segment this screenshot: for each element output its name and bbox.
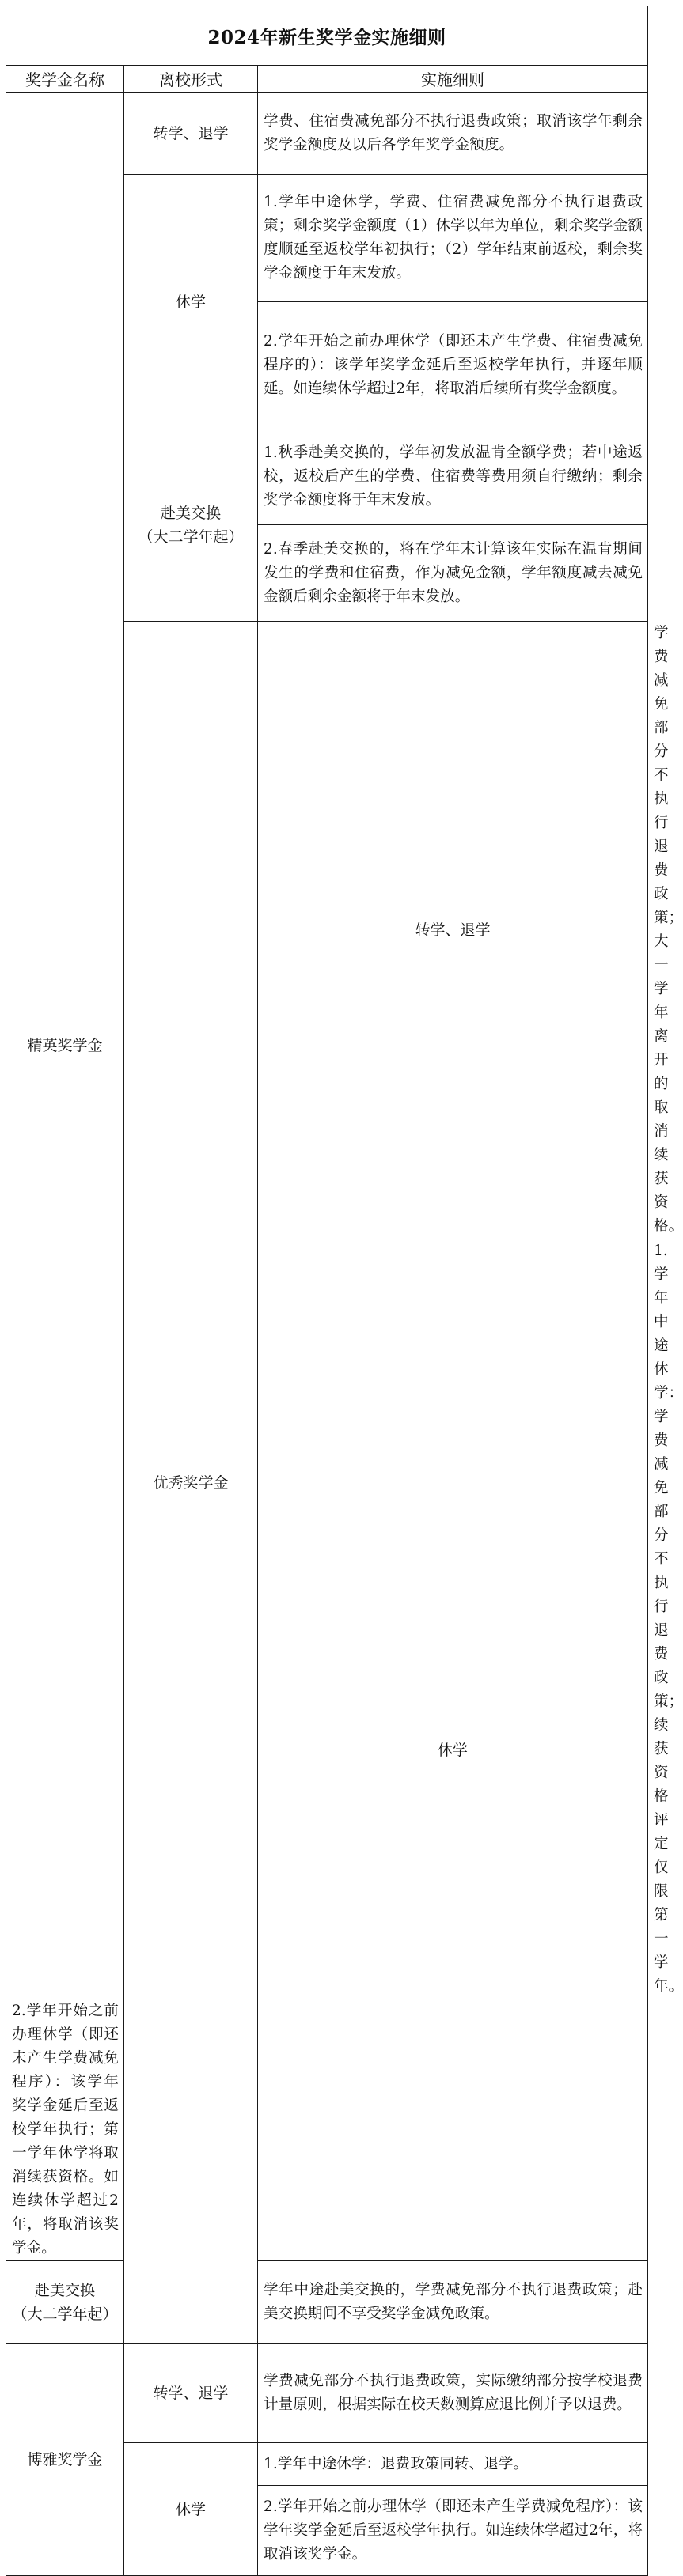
scholarship-name: 精英奖学金 <box>6 93 124 1999</box>
rule-detail: 2.学年开始之前办理休学（即还未产生学费减免程序）：该学年奖学金延后至返校学年执行；第一学年休学将取消续获资格。如连续休学超过2年，将取消该奖学金。 <box>6 1999 124 2261</box>
rule-detail: 1.学年中途休学，学费、住宿费减免部分不执行退费政策；剩余奖学金额度（1）休学以年为单位，剩余奖学金额度顺延至返校学年初执行；（2）学年结束前返校，剩余奖学金额度于年末发放。 <box>258 175 648 302</box>
leave-form-note: （大二学年起） <box>138 528 244 546</box>
leave-form: 休学 <box>124 2443 258 2576</box>
leave-form: 休学 <box>258 1239 648 2261</box>
rule-detail: 学年中途赴美交换的，学费减免部分不执行退费政策；赴美交换期间不享受奖学金减免政策。 <box>258 2261 648 2344</box>
rule-detail: 学费、住宿费减免部分不执行退费政策；取消该学年剩余奖学金额度及以后各学年奖学金额度。 <box>258 93 648 175</box>
scholarship-name: 优秀奖学金 <box>124 622 258 2344</box>
header-scholarship-name: 奖学金名称 <box>6 66 124 93</box>
leave-form: 赴美交换 <box>160 505 221 522</box>
scholarship-rules-table: 2024年新生奖学金实施细则 奖学金名称 离校形式 实施细则 精英奖学金 转学、退学 学费、住宿费减免部分不执行退费政策；取消该学年剩余奖学金额度及以后各学年奖学金额度。 休学 1.学年中途休学，学费、住宿费减免部分不执行退费政策；剩余奖学金额度（1）休学以年为单位，剩余奖学金额度顺延至返校学年初执行；（2）学年结束前返校，剩余奖学金额度于年末发放。 2.学年开始之前办理休学（即还未产生学费、住宿费减免程序的）：该学年奖学金延后至返校学年执行，并逐年顺延。如连续休学超过2年，将取消后续所有奖学金额度。 赴美交换 （大二学年起） 1.秋季赴美交换的，学年初发放温肯全额学费；若中途返校，返校后产生的学费、住宿费等费用须自行缴纳；剩余奖学金额度将于年末发放。 2.春季赴美交换的，将在学年末计算该年实际在温肯期间发生的学费和住宿费，作为减免金额，学年额度减去减免金额后剩余金额将于年末发放。 优秀奖学金 转学、退学 学费减免部分不执行退费政策；大一学年离开的取消续获资格。 休学 1.学年中途休学：学费减免部分不执行退费政策；续获资格评定仅限第一学年。 2.学年开始之前办理休学（即还未产生学费减免程序）：该学年奖学金延后至返校学年执行；第一学年休学将取消续获资格。如连续休学超过2年，将取消该奖学金。 赴美交换 （大二学年起） 学年中途赴美交换的，学费减免部分不执行退费政策；赴美交换期间不享受奖学金减免政策。 博雅奖学金 转学、退学 学费减免部分不执行退费政策，实际缴纳部分按学校退费计量原则，根据实际在校天数测算应退比例并予以退费。 休学 1.学年中途休学：退费政策同转、退学。 2.学年开始之前办理休学（即还未产生学费减免程序）：该学年奖学金延后至返校学年执行。如连续休学超过2年，将取消该奖学金。 <box>6 6 648 2576</box>
rule-detail: 2.春季赴美交换的，将在学年末计算该年实际在温肯期间发生的学费和住宿费，作为减免金额，学年额度减去减免金额后剩余金额将于年末发放。 <box>258 525 648 622</box>
rule-detail: 2.学年开始之前办理休学（即还未产生学费、住宿费减免程序的）：该学年奖学金延后至返校学年执行，并逐年顺延。如连续休学超过2年，将取消后续所有奖学金额度。 <box>258 302 648 429</box>
leave-form: 转学、退学 <box>124 93 258 175</box>
header-implementation-details: 实施细则 <box>258 66 648 93</box>
leave-form: 赴美交换 <box>34 2282 95 2299</box>
rule-detail: 1.秋季赴美交换的，学年初发放温肯全额学费；若中途返校，返校后产生的学费、住宿费等费用须自行缴纳；剩余奖学金额度将于年末发放。 <box>258 429 648 525</box>
leave-form: 转学、退学 <box>258 622 648 1239</box>
leave-form-group <box>124 429 258 622</box>
leave-form: 转学、退学 <box>124 2344 258 2443</box>
leave-form-group <box>6 2261 124 2344</box>
header-leave-form: 离校形式 <box>124 66 258 93</box>
leave-form-note: （大二学年起） <box>12 2306 118 2323</box>
rule-detail: 学费减免部分不执行退费政策，实际缴纳部分按学校退费计量原则，根据实际在校天数测算应退比例并予以退费。 <box>258 2344 648 2443</box>
leave-form: 休学 <box>124 175 258 429</box>
rule-detail: 1.学年中途休学：退费政策同转、退学。 <box>258 2443 648 2486</box>
rule-detail: 2.学年开始之前办理休学（即还未产生学费减免程序）：该学年奖学金延后至返校学年执行。如连续休学超过2年，将取消该奖学金。 <box>258 2486 648 2576</box>
scholarship-name: 博雅奖学金 <box>6 2344 124 2576</box>
document-title: 2024年新生奖学金实施细则 <box>6 6 648 66</box>
